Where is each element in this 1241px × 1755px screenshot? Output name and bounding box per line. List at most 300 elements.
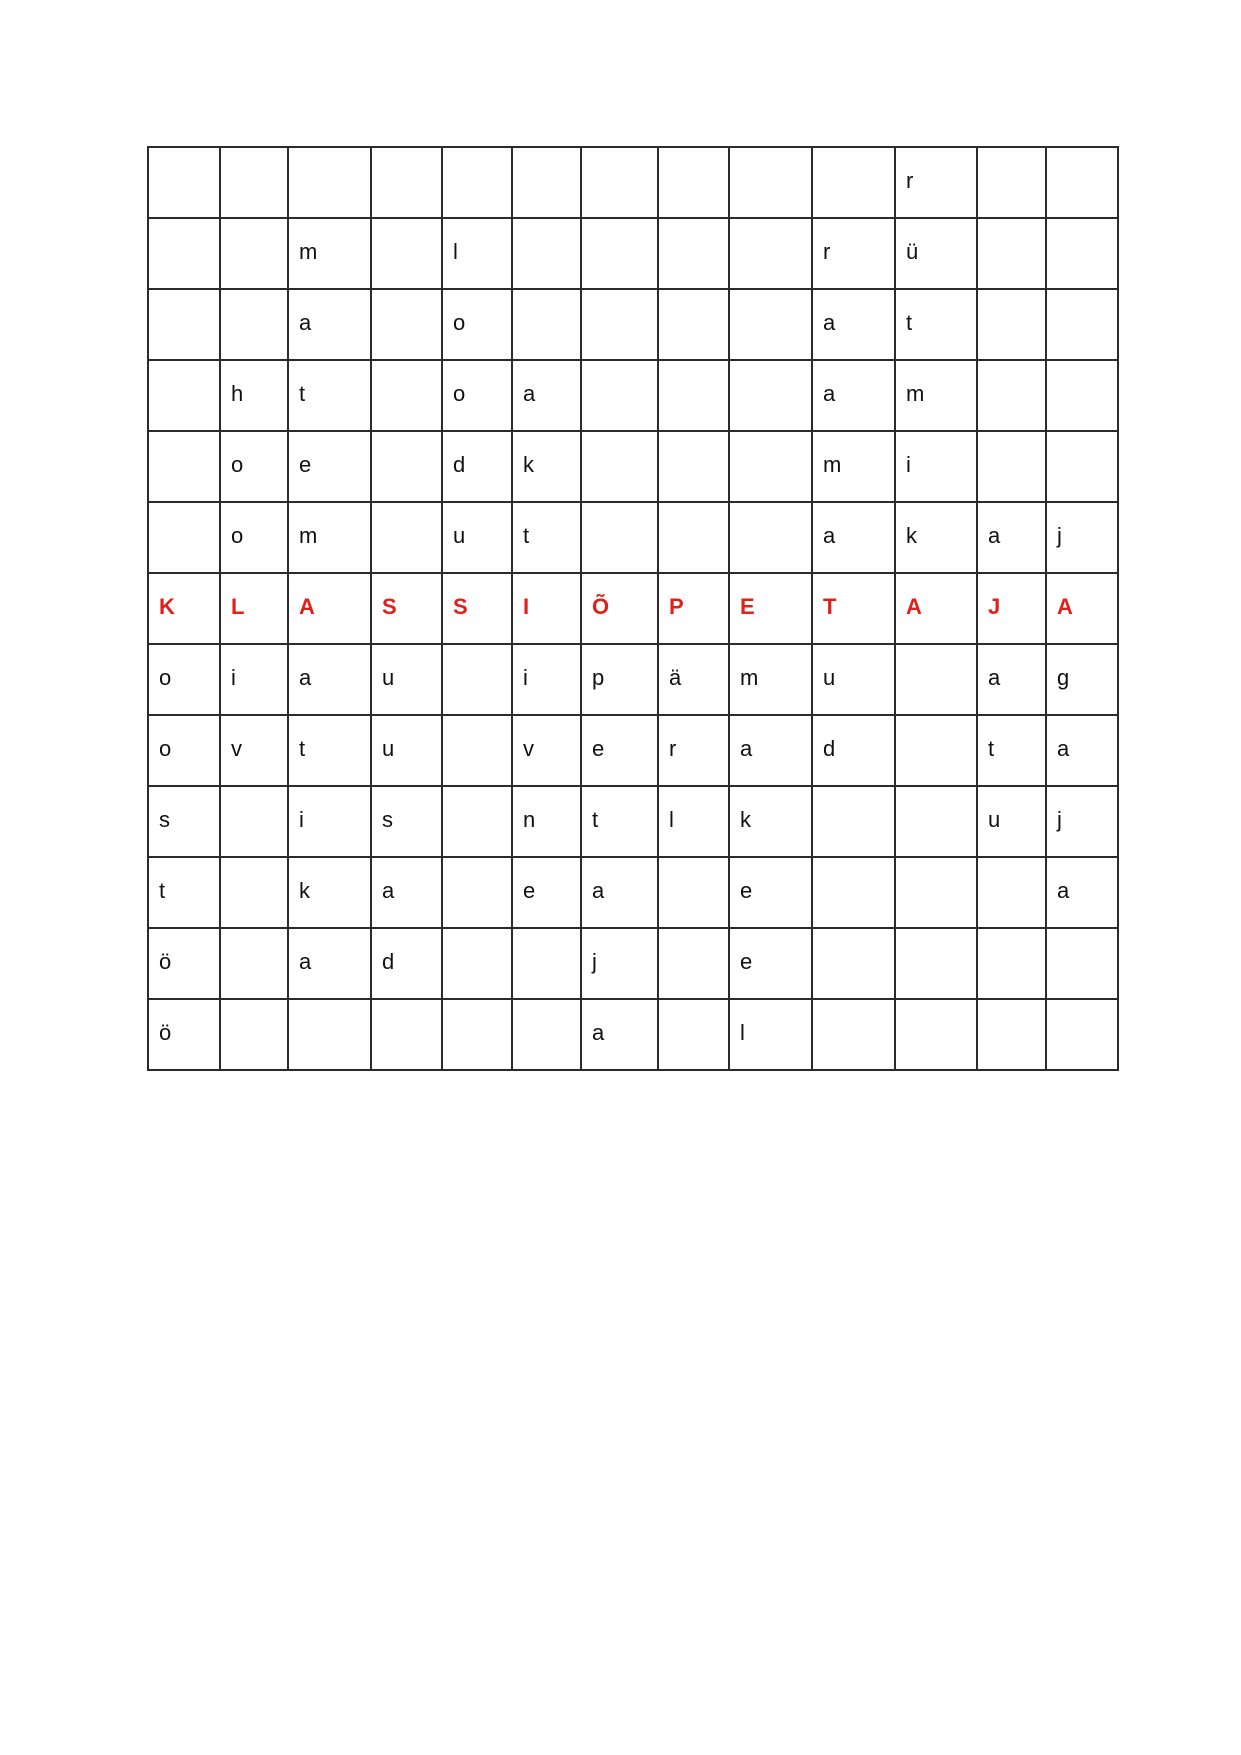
- cell-letter: a: [592, 1020, 605, 1045]
- cell-letter: h: [231, 381, 244, 406]
- grid-cell: [288, 786, 371, 857]
- grid-cell: [977, 218, 1046, 289]
- grid-cell: [220, 644, 288, 715]
- cell-letter: o: [159, 665, 172, 690]
- cell-letter: e: [740, 949, 753, 974]
- grid-cell: [658, 218, 729, 289]
- grid-cell: [895, 431, 977, 502]
- grid-cell: [442, 786, 512, 857]
- cell-letter: s: [382, 807, 393, 832]
- grid-cell: [220, 715, 288, 786]
- cell-letter: a: [988, 523, 1001, 548]
- cell-letter: a: [592, 878, 605, 903]
- cell-letter: [978, 1000, 1045, 1021]
- cell-letter: [372, 290, 441, 311]
- grid-cell: [512, 928, 581, 999]
- grid-row: [148, 928, 1118, 999]
- grid-row: [148, 502, 1118, 573]
- cell-letter: a: [299, 949, 312, 974]
- grid-cell: [148, 218, 220, 289]
- cell-letter: e: [592, 736, 605, 761]
- cell-letter: i: [523, 665, 528, 690]
- cell-letter: [978, 290, 1045, 311]
- grid-cell: [812, 431, 895, 502]
- cell-letter: A: [299, 594, 315, 619]
- grid-row: [148, 644, 1118, 715]
- grid-cell: [812, 573, 895, 644]
- cell-letter: [289, 148, 370, 169]
- grid-cell: [729, 218, 812, 289]
- grid-cell: [148, 644, 220, 715]
- grid-cell: [288, 431, 371, 502]
- cell-letter: [372, 503, 441, 524]
- grid-cell: [220, 999, 288, 1070]
- cell-letter: d: [382, 949, 395, 974]
- grid-cell: [371, 857, 442, 928]
- grid-cell: [148, 857, 220, 928]
- cell-letter: [730, 503, 811, 524]
- grid-cell: [581, 502, 658, 573]
- grid-cell: [442, 573, 512, 644]
- cell-letter: [896, 858, 976, 879]
- grid-cell: [512, 289, 581, 360]
- grid-cell: [977, 715, 1046, 786]
- cell-letter: [513, 219, 580, 240]
- grid-cell: [812, 644, 895, 715]
- cell-letter: [659, 148, 728, 169]
- grid-cell: [1046, 715, 1118, 786]
- grid-cell: [977, 573, 1046, 644]
- grid-cell: [442, 360, 512, 431]
- grid-cell: [977, 928, 1046, 999]
- grid-cell: [288, 928, 371, 999]
- cell-letter: g: [1057, 665, 1070, 690]
- grid-cell: [729, 928, 812, 999]
- grid-cell: [512, 573, 581, 644]
- cell-letter: [513, 1000, 580, 1021]
- cell-letter: P: [669, 594, 684, 619]
- grid-cell: [1046, 218, 1118, 289]
- grid-cell: [812, 360, 895, 431]
- cell-letter: ö: [159, 949, 172, 974]
- cell-letter: [221, 929, 287, 950]
- grid-cell: [148, 715, 220, 786]
- cell-letter: [443, 148, 511, 169]
- cell-letter: t: [523, 523, 530, 548]
- grid-cell: [371, 360, 442, 431]
- grid-cell: [658, 147, 729, 218]
- cell-letter: [659, 290, 728, 311]
- grid-cell: [512, 786, 581, 857]
- grid-cell: [288, 360, 371, 431]
- cell-letter: k: [523, 452, 534, 477]
- cell-letter: [582, 219, 657, 240]
- cell-letter: t: [299, 381, 306, 406]
- grid-cell: [581, 431, 658, 502]
- grid-cell: [512, 218, 581, 289]
- cell-letter: [149, 503, 219, 524]
- cell-letter: [221, 219, 287, 240]
- cell-letter: n: [523, 807, 536, 832]
- grid-cell: [288, 573, 371, 644]
- grid-cell: [148, 573, 220, 644]
- cell-letter: k: [299, 878, 310, 903]
- grid-cell: [581, 786, 658, 857]
- cell-letter: [659, 1000, 728, 1021]
- cell-letter: [443, 1000, 511, 1021]
- grid-cell: [1046, 289, 1118, 360]
- grid-cell: [658, 289, 729, 360]
- cell-letter: [659, 432, 728, 453]
- cell-letter: [978, 858, 1045, 879]
- grid-cell: [812, 786, 895, 857]
- grid-cell: [1046, 928, 1118, 999]
- grid-cell: [220, 502, 288, 573]
- grid-cell: [1046, 360, 1118, 431]
- grid-cell: [512, 644, 581, 715]
- grid-cell: [220, 928, 288, 999]
- cell-letter: ü: [906, 239, 919, 264]
- grid-cell: [658, 857, 729, 928]
- grid-cell: [442, 857, 512, 928]
- grid-cell: [658, 360, 729, 431]
- grid-cell: [658, 786, 729, 857]
- grid-cell: [729, 573, 812, 644]
- grid-cell: [895, 147, 977, 218]
- grid-cell: [812, 218, 895, 289]
- cell-letter: t: [988, 736, 995, 761]
- grid-cell: [1046, 502, 1118, 573]
- grid-cell: [1046, 147, 1118, 218]
- grid-cell: [220, 360, 288, 431]
- grid-row: [148, 289, 1118, 360]
- cell-letter: [289, 1000, 370, 1021]
- cell-letter: [813, 858, 894, 879]
- cell-letter: [1047, 219, 1117, 240]
- cell-letter: I: [523, 594, 530, 619]
- cell-letter: m: [299, 523, 318, 548]
- grid-cell: [812, 857, 895, 928]
- cell-letter: m: [299, 239, 318, 264]
- grid-cell: [288, 289, 371, 360]
- cell-letter: [978, 219, 1045, 240]
- grid-cell: [288, 644, 371, 715]
- cell-letter: j: [1057, 807, 1062, 832]
- grid-cell: [442, 502, 512, 573]
- cell-letter: [978, 361, 1045, 382]
- grid-cell: [512, 431, 581, 502]
- cell-letter: [730, 361, 811, 382]
- grid-cell: [220, 786, 288, 857]
- grid-cell: [1046, 573, 1118, 644]
- cell-letter: [1047, 432, 1117, 453]
- cell-letter: [1047, 148, 1117, 169]
- grid-cell: [581, 218, 658, 289]
- grid-cell: [220, 218, 288, 289]
- cell-letter: [659, 929, 728, 950]
- cell-letter: [443, 716, 511, 737]
- cell-letter: T: [823, 594, 837, 619]
- cell-letter: a: [299, 665, 312, 690]
- grid-row-solution: [148, 573, 1118, 644]
- grid-cell: [581, 857, 658, 928]
- cell-letter: [372, 432, 441, 453]
- cell-letter: u: [382, 665, 395, 690]
- cell-letter: [896, 645, 976, 666]
- cell-letter: l: [740, 1020, 745, 1045]
- cell-letter: l: [669, 807, 674, 832]
- grid-cell: [729, 857, 812, 928]
- grid-cell: [288, 999, 371, 1070]
- grid-cell: [442, 715, 512, 786]
- grid-cell: [148, 360, 220, 431]
- cell-letter: a: [823, 523, 836, 548]
- cell-letter: m: [740, 665, 759, 690]
- grid-cell: [220, 147, 288, 218]
- cell-letter: a: [523, 381, 536, 406]
- grid-cell: [581, 289, 658, 360]
- grid-cell: [895, 999, 977, 1070]
- cell-letter: t: [592, 807, 599, 832]
- grid-cell: [895, 573, 977, 644]
- grid-cell: [512, 502, 581, 573]
- cell-letter: [149, 219, 219, 240]
- grid-cell: [442, 147, 512, 218]
- grid-cell: [581, 999, 658, 1070]
- cell-letter: i: [231, 665, 236, 690]
- cell-letter: [978, 148, 1045, 169]
- cell-letter: [896, 929, 976, 950]
- cell-letter: t: [159, 878, 166, 903]
- grid-cell: [442, 218, 512, 289]
- cell-letter: [813, 787, 894, 808]
- cell-letter: o: [159, 736, 172, 761]
- cell-letter: v: [523, 736, 534, 761]
- cell-letter: [1047, 929, 1117, 950]
- cell-letter: [443, 787, 511, 808]
- grid-cell: [581, 644, 658, 715]
- grid-cell: [658, 999, 729, 1070]
- grid-cell: [729, 644, 812, 715]
- cell-letter: [582, 503, 657, 524]
- cell-letter: [659, 219, 728, 240]
- cell-letter: A: [906, 594, 922, 619]
- cell-letter: l: [453, 239, 458, 264]
- cell-letter: [443, 858, 511, 879]
- grid-cell: [148, 999, 220, 1070]
- grid-cell: [729, 502, 812, 573]
- grid-cell: [977, 999, 1046, 1070]
- cell-letter: E: [740, 594, 755, 619]
- cell-letter: a: [823, 381, 836, 406]
- cell-letter: [813, 148, 894, 169]
- grid-cell: [895, 857, 977, 928]
- cell-letter: [730, 432, 811, 453]
- cell-letter: o: [231, 452, 244, 477]
- grid-cell: [288, 218, 371, 289]
- grid-cell: [895, 289, 977, 360]
- grid-cell: [895, 715, 977, 786]
- cell-letter: K: [159, 594, 175, 619]
- grid-cell: [371, 502, 442, 573]
- cell-letter: d: [453, 452, 466, 477]
- grid-cell: [729, 360, 812, 431]
- cell-letter: [659, 361, 728, 382]
- grid-row: [148, 431, 1118, 502]
- cell-letter: S: [382, 594, 397, 619]
- grid-cell: [977, 502, 1046, 573]
- grid-cell: [1046, 857, 1118, 928]
- grid-cell: [1046, 644, 1118, 715]
- crossword-grid: [147, 146, 1119, 1071]
- cell-letter: [372, 361, 441, 382]
- grid-cell: [512, 147, 581, 218]
- cell-letter: a: [1057, 736, 1070, 761]
- cell-letter: k: [906, 523, 917, 548]
- cell-letter: [221, 148, 287, 169]
- cell-letter: [582, 361, 657, 382]
- cell-letter: [659, 858, 728, 879]
- grid-cell: [371, 644, 442, 715]
- grid-cell: [729, 289, 812, 360]
- cell-letter: a: [823, 310, 836, 335]
- grid-cell: [977, 857, 1046, 928]
- grid-cell: [148, 502, 220, 573]
- cell-letter: [443, 929, 511, 950]
- grid-cell: [220, 431, 288, 502]
- grid-row: [148, 147, 1118, 218]
- grid-cell: [371, 289, 442, 360]
- cell-letter: u: [382, 736, 395, 761]
- cell-letter: m: [823, 452, 842, 477]
- grid-cell: [658, 644, 729, 715]
- cell-letter: L: [231, 594, 245, 619]
- grid-cell: [371, 928, 442, 999]
- grid-cell: [371, 218, 442, 289]
- cell-letter: o: [231, 523, 244, 548]
- grid-cell: [148, 786, 220, 857]
- grid-cell: [658, 431, 729, 502]
- cell-letter: [813, 929, 894, 950]
- grid-cell: [1046, 999, 1118, 1070]
- grid-row: [148, 857, 1118, 928]
- cell-letter: [896, 716, 976, 737]
- cell-letter: [221, 787, 287, 808]
- cell-letter: s: [159, 807, 170, 832]
- grid-cell: [581, 928, 658, 999]
- cell-letter: a: [740, 736, 753, 761]
- cell-letter: p: [592, 665, 605, 690]
- cell-letter: [730, 148, 811, 169]
- grid-cell: [729, 431, 812, 502]
- cell-letter: [221, 1000, 287, 1021]
- cell-letter: t: [299, 736, 306, 761]
- grid-cell: [581, 360, 658, 431]
- grid-cell: [729, 786, 812, 857]
- grid-cell: [371, 999, 442, 1070]
- grid-cell: [658, 502, 729, 573]
- cell-letter: [372, 148, 441, 169]
- grid-cell: [512, 715, 581, 786]
- grid-row: [148, 218, 1118, 289]
- cell-letter: u: [823, 665, 836, 690]
- grid-cell: [895, 928, 977, 999]
- cell-letter: j: [1057, 523, 1062, 548]
- cell-letter: t: [906, 310, 913, 335]
- cell-letter: [582, 148, 657, 169]
- cell-letter: [372, 219, 441, 240]
- cell-letter: k: [740, 807, 751, 832]
- cell-letter: [730, 290, 811, 311]
- cell-letter: v: [231, 736, 242, 761]
- cell-letter: [896, 1000, 976, 1021]
- cell-letter: [149, 361, 219, 382]
- grid-cell: [148, 147, 220, 218]
- cell-letter: J: [988, 594, 1001, 619]
- cell-letter: i: [906, 452, 911, 477]
- grid-cell: [977, 644, 1046, 715]
- grid-cell: [581, 715, 658, 786]
- grid-cell: [442, 431, 512, 502]
- grid-cell: [442, 999, 512, 1070]
- grid-cell: [1046, 786, 1118, 857]
- grid-cell: [895, 786, 977, 857]
- cell-letter: Õ: [592, 594, 610, 619]
- cell-letter: S: [453, 594, 468, 619]
- grid-cell: [220, 857, 288, 928]
- cell-letter: [443, 645, 511, 666]
- cell-letter: [813, 1000, 894, 1021]
- cell-letter: e: [299, 452, 312, 477]
- cell-letter: [149, 290, 219, 311]
- cell-letter: [149, 432, 219, 453]
- grid-cell: [658, 715, 729, 786]
- grid-cell: [442, 928, 512, 999]
- grid-cell: [371, 715, 442, 786]
- grid-cell: [442, 644, 512, 715]
- grid-cell: [895, 360, 977, 431]
- grid-cell: [812, 999, 895, 1070]
- cell-letter: [978, 432, 1045, 453]
- grid-cell: [812, 502, 895, 573]
- grid-cell: [371, 786, 442, 857]
- cell-letter: a: [382, 878, 395, 903]
- grid-cell: [977, 147, 1046, 218]
- grid-cell: [371, 431, 442, 502]
- cell-letter: j: [592, 949, 597, 974]
- cell-letter: [896, 787, 976, 808]
- grid-row: [148, 715, 1118, 786]
- grid-cell: [288, 147, 371, 218]
- grid-cell: [288, 715, 371, 786]
- grid-cell: [977, 431, 1046, 502]
- cell-letter: ö: [159, 1020, 172, 1045]
- cell-letter: o: [453, 381, 466, 406]
- cell-letter: e: [740, 878, 753, 903]
- grid-cell: [895, 502, 977, 573]
- grid-cell: [220, 289, 288, 360]
- cell-letter: [221, 858, 287, 879]
- cell-letter: [582, 432, 657, 453]
- grid-cell: [977, 360, 1046, 431]
- cell-letter: o: [453, 310, 466, 335]
- grid-cell: [812, 147, 895, 218]
- grid-row: [148, 360, 1118, 431]
- cell-letter: r: [823, 239, 831, 264]
- cell-letter: [730, 219, 811, 240]
- cell-letter: [149, 148, 219, 169]
- cell-letter: [978, 929, 1045, 950]
